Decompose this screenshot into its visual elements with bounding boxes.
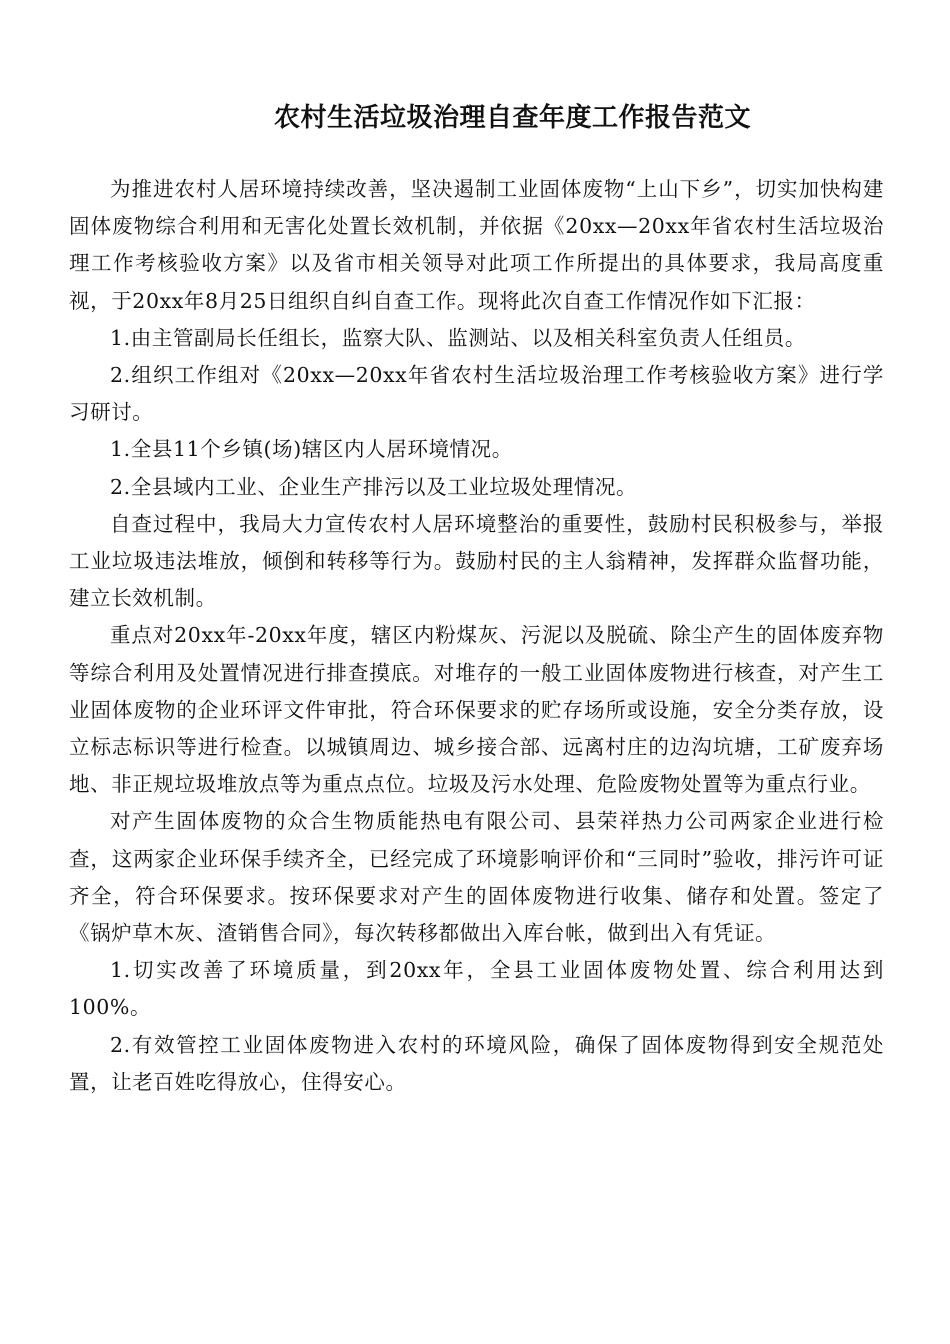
body-paragraph-list-item: 1.由主管副局长任组长，监察大队、监测站、以及相关科室负责人任组员。 (110, 325, 806, 350)
body-paragraph-list-item: 1.全县11个乡镇(场)辖区内人居环境情况。 (110, 437, 513, 462)
document-title: 农村生活垃圾治理自查年度工作报告范文 (273, 103, 751, 133)
body-paragraph: 重点对20xx年-20xx年度，辖区内粉煤灰、污泥以及脱硫、除尘产生的固体废弃物等综合利用及处置情况进行排查摸底。对堆存的一般工业固体废物进行核查，对产生工业固体废物的企业环评文件审批，符合环保要求的贮存场所或设施，安全分类存放，设立标志标识等进行检查。以城镇周边、城乡接合部、远离村庄的边沟坑塘，工矿废弃场地、非正规垃圾堆放点等为重点点位。垃圾及污水处理、危险废物处置等为重点行业。 (69, 623, 884, 797)
body-paragraph: 自查过程中，我局大力宣传农村人居环境整治的重要性，鼓励村民积极参与，举报工业垃圾违法堆放，倾倒和转移等行为。鼓励村民的主人翁精神，发挥群众监督功能，建立长效机制。 (69, 511, 884, 611)
body-paragraph-list-item: 2.组织工作组对《20xx—20xx年省农村生活垃圾治理工作考核验收方案》进行学习研讨。 (69, 363, 884, 425)
body-paragraph-list-item: 2.有效管控工业固体废物进入农村的环境风险，确保了固体废物得到安全规范处置，让老百姓吃得放心，住得安心。 (69, 1032, 884, 1094)
body-paragraph: 对产生固体废物的众合生物质能热电有限公司、县荣祥热力公司两家企业进行检查，这两家企业环保手续齐全，已经完成了环境影响评价和“三同时”验收，排污许可证齐全，符合环保要求。按环保要求对产生的固体废物进行收集、储存和处置。签定了《锅炉草木灰、渣销售合同》，每次转移都做出入库台帐，做到出入有凭证。 (69, 809, 884, 946)
document-body (69, 171, 884, 1101)
body-paragraph-intro: 为推进农村人居环境持续改善，坚决遏制工业固体废物“上山下乡”，切实加快构建固体废物综合利用和无害化处置长效机制，并依据《20xx—20xx年省农村生活垃圾治理工作考核验收方案》以及省市相关领导对此项工作所提出的具体要求，我局高度重视，于20xx年8月25日组织自纠自查工作。现将此次自查工作情况作如下汇报： (69, 177, 884, 313)
body-paragraph-list-item: 1.切实改善了环境质量，到20xx年，全县工业固体废物处置、综合利用达到100%。 (69, 958, 884, 1020)
body-paragraph-list-item: 2.全县域内工业、企业生产排污以及工业垃圾处理情况。 (110, 474, 638, 499)
